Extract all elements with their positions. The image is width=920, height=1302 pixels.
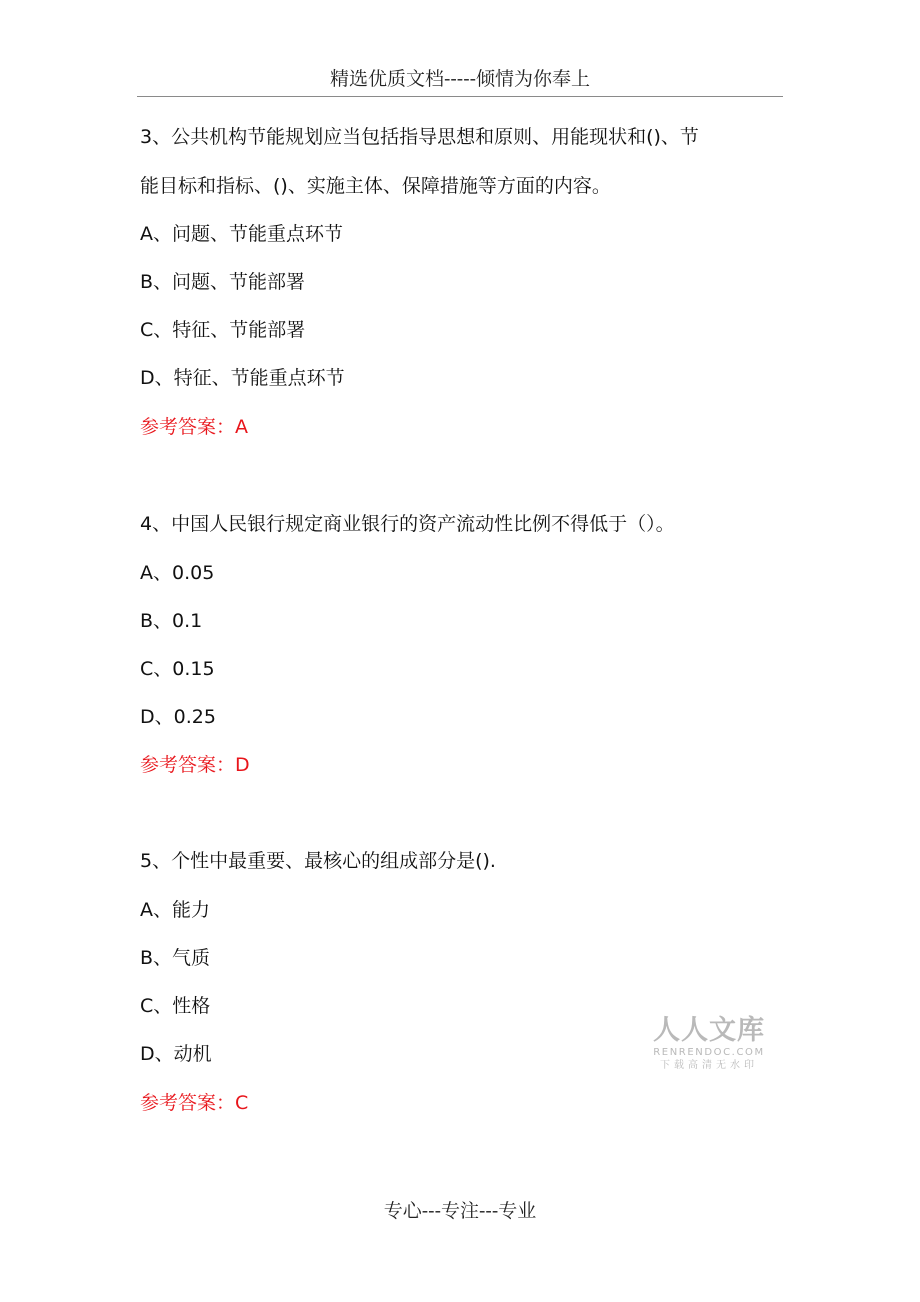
question-4-answer: 参考答案：D xyxy=(140,754,250,776)
header-divider xyxy=(137,96,783,97)
question-4-option-d: D、0.25 xyxy=(140,706,216,728)
watermark-subtitle: 下载高清无水印 xyxy=(660,1060,758,1071)
question-3-stem-line-2: 能目标和指标、()、实施主体、保障措施等方面的内容。 xyxy=(140,175,611,197)
question-5-option-c: C、性格 xyxy=(140,995,211,1017)
question-5-stem: 5、个性中最重要、最核心的组成部分是(). xyxy=(140,850,496,872)
question-3-stem-line-1: 3、公共机构节能规划应当包括指导思想和原则、用能现状和()、节 xyxy=(140,126,699,148)
question-4-option-b: B、0.1 xyxy=(140,610,203,632)
watermark-logo xyxy=(645,1015,773,1073)
watermark-url: RENRENDOC.COM xyxy=(653,1047,765,1058)
question-3-answer: 参考答案：A xyxy=(140,416,248,438)
question-5-option-a: A、能力 xyxy=(140,899,210,921)
question-3-option-d: D、特征、节能重点环节 xyxy=(140,367,345,389)
question-4-stem: 4、中国人民银行规定商业银行的资产流动性比例不得低于（）。 xyxy=(140,513,675,535)
question-5-answer: 参考答案：C xyxy=(140,1092,249,1114)
question-3-option-b: B、问题、节能部署 xyxy=(140,271,306,293)
question-3-option-a: A、问题、节能重点环节 xyxy=(140,223,343,245)
question-5-option-d: D、动机 xyxy=(140,1043,212,1065)
question-3-option-c: C、特征、节能部署 xyxy=(140,319,306,341)
question-4-option-c: C、0.15 xyxy=(140,658,215,680)
watermark-title: 人人文库 xyxy=(653,1015,765,1046)
page-footer: 专心---专注---专业 xyxy=(383,1200,537,1222)
question-4-option-a: A、0.05 xyxy=(140,562,215,584)
page-header: 精选优质文档-----倾情为你奉上 xyxy=(329,68,591,90)
question-5-option-b: B、气质 xyxy=(140,947,211,969)
